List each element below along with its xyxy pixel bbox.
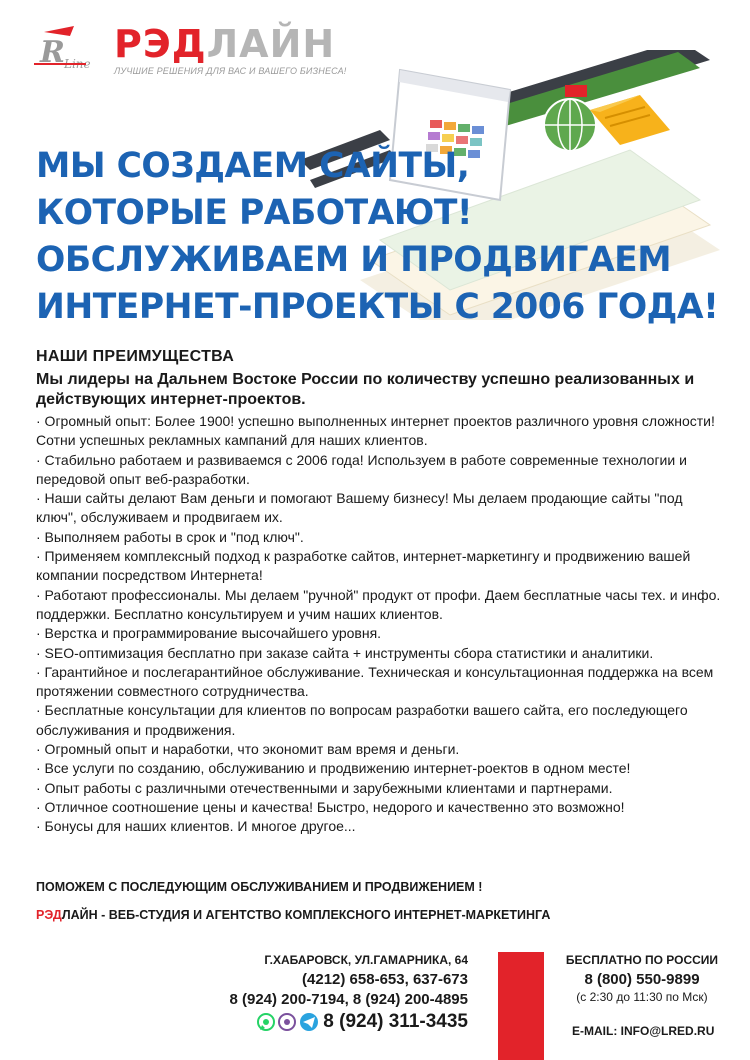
advantage-item: · Отличное соотношение цены и качества! Быстро, недорого и качественно это возможно! — [36, 798, 625, 815]
advantage-item: · Огромный опыт и наработки, что экономит вам время и деньги. — [36, 741, 460, 758]
free-call-block — [562, 953, 722, 1004]
advantage-item: · Огромный опыт: Более 1900! успешно выполненных интернет проектов различного уровня сложности! Сотни успешных рекламных кампаний для наших клиентов. — [36, 413, 715, 449]
messenger-icons — [257, 1012, 319, 1032]
messenger-phone-row — [229, 1011, 468, 1033]
mobile-phones[interactable]: 8 (924) 200-7194, 8 (924) 200-4895 — [229, 991, 468, 1008]
advantage-item: · Бесплатные консультации для клиентов по вопросам разработки вашего сайта, его последующего обслуживания и продвижения. — [36, 702, 688, 738]
advantage-item: · Гарантийное и послегарантийное обслуживание. Техническая и консультационная поддержка на всем протяжении совместного сотрудничества. — [36, 663, 714, 700]
advantages-section — [36, 348, 726, 837]
viber-icon[interactable] — [279, 1014, 295, 1030]
headline-line: КОТОРЫЕ РАБОТАЮТ! — [36, 193, 473, 233]
advantage-item: · Опыт работы с различными отечественными и зарубежными клиентами и партнерами. — [36, 779, 613, 796]
messenger-phone[interactable]: 8 (924) 311-3435 — [323, 1011, 468, 1032]
cta-studio — [36, 908, 550, 922]
advantages-lead: Мы лидеры на Дальнем Востоке России по количеству успешно реализованных и действующих интернет-проектов. — [36, 371, 695, 408]
advantage-item: · Все услуги по созданию, обслуживанию и продвижению интернет-роектов в одном месте! — [36, 760, 631, 777]
free-call-hours: (с 2:30 до 11:30 по Мск) — [576, 990, 708, 1004]
red-divider-bar — [498, 952, 544, 1060]
headline-line: ИНТЕРНЕТ-ПРОЕКТЫ С 2006 ГОДА! — [36, 287, 719, 327]
free-call-number[interactable]: 8 (800) 550-9899 — [584, 971, 700, 988]
city-phones[interactable]: (4212) 658-653, 637-673 — [302, 971, 468, 988]
whatsapp-icon[interactable] — [258, 1014, 274, 1030]
cta-studio-text: ЛАЙН - ВЕБ-СТУДИЯ И АГЕНТСТВО КОМПЛЕКСНОГО ИНТЕРНЕТ-МАРКЕТИНГА — [61, 908, 551, 922]
logo-name-gray: ЛАЙН — [206, 22, 336, 66]
advantages-list — [36, 412, 726, 837]
advantage-item: · Выполняем работы в срок и "под ключ". — [36, 528, 304, 545]
email-address[interactable]: E-MAIL: INFO@LRED.RU — [572, 1024, 715, 1038]
cta-brand-red: РЭД — [36, 908, 62, 922]
logo-name-red: РЭД — [114, 22, 207, 66]
free-call-label: БЕСПЛАТНО ПО РОССИИ — [565, 953, 719, 967]
address: Г.ХАБАРОВСК, УЛ.ГАМАРНИКА, 64 — [264, 953, 468, 967]
telegram-icon[interactable] — [300, 1013, 318, 1031]
cta-support: ПОМОЖЕМ С ПОСЛЕДУЮЩИМ ОБСЛУЖИВАНИЕМ И ПРОДВИЖЕНИЕМ ! — [36, 880, 483, 894]
advantage-item: · Бонусы для наших клиентов. И многое другое... — [36, 818, 356, 835]
advantages-title: НАШИ ПРЕИМУЩЕСТВА — [36, 348, 235, 365]
svg-text:R: R — [40, 35, 65, 70]
logo-tagline: ЛУЧШИЕ РЕШЕНИЯ ДЛЯ ВАС И ВАШЕГО БИЗНЕСА! — [114, 66, 347, 76]
advantage-item: · Стабильно работаем и развиваемся с 2006 года! Используем в работе современные технологии и передовой опыт веб-разработки. — [36, 451, 687, 487]
advantage-item: · Применяем комплексный подход к разработке сайтов, интернет-маркетингу и продвижению вашей компании посредством Интернета! — [36, 548, 691, 584]
headline — [36, 146, 718, 334]
logo-mark-text: Line — [64, 57, 91, 71]
headline-line: ОБСЛУЖИВАЕМ И ПРОДВИГАЕМ — [36, 240, 672, 280]
headline-line: МЫ СОЗДАЕМ САЙТЫ, — [36, 146, 470, 186]
advantage-item: · Наши сайты делают Вам деньги и помогают Вашему бизнесу! Мы делаем продающие сайты "под ключ", обслуживаем и продвигаем их. — [36, 490, 683, 526]
advantage-item: · SEO-оптимизация бесплатно при заказе сайта + инструменты сбора статистики и аналитики. — [36, 644, 654, 661]
contacts-block — [229, 953, 468, 1033]
advantage-item: · Верстка и программирование высочайшего уровня. — [36, 625, 382, 642]
logo-mark-icon — [30, 22, 110, 78]
advantage-item: · Работают профессионалы. Мы делаем "ручной" продукт от профи. Даем бесплатные часы тех. и инфо. поддержки. Бесплатно консультируем и учим наших клиентов. — [36, 586, 721, 622]
